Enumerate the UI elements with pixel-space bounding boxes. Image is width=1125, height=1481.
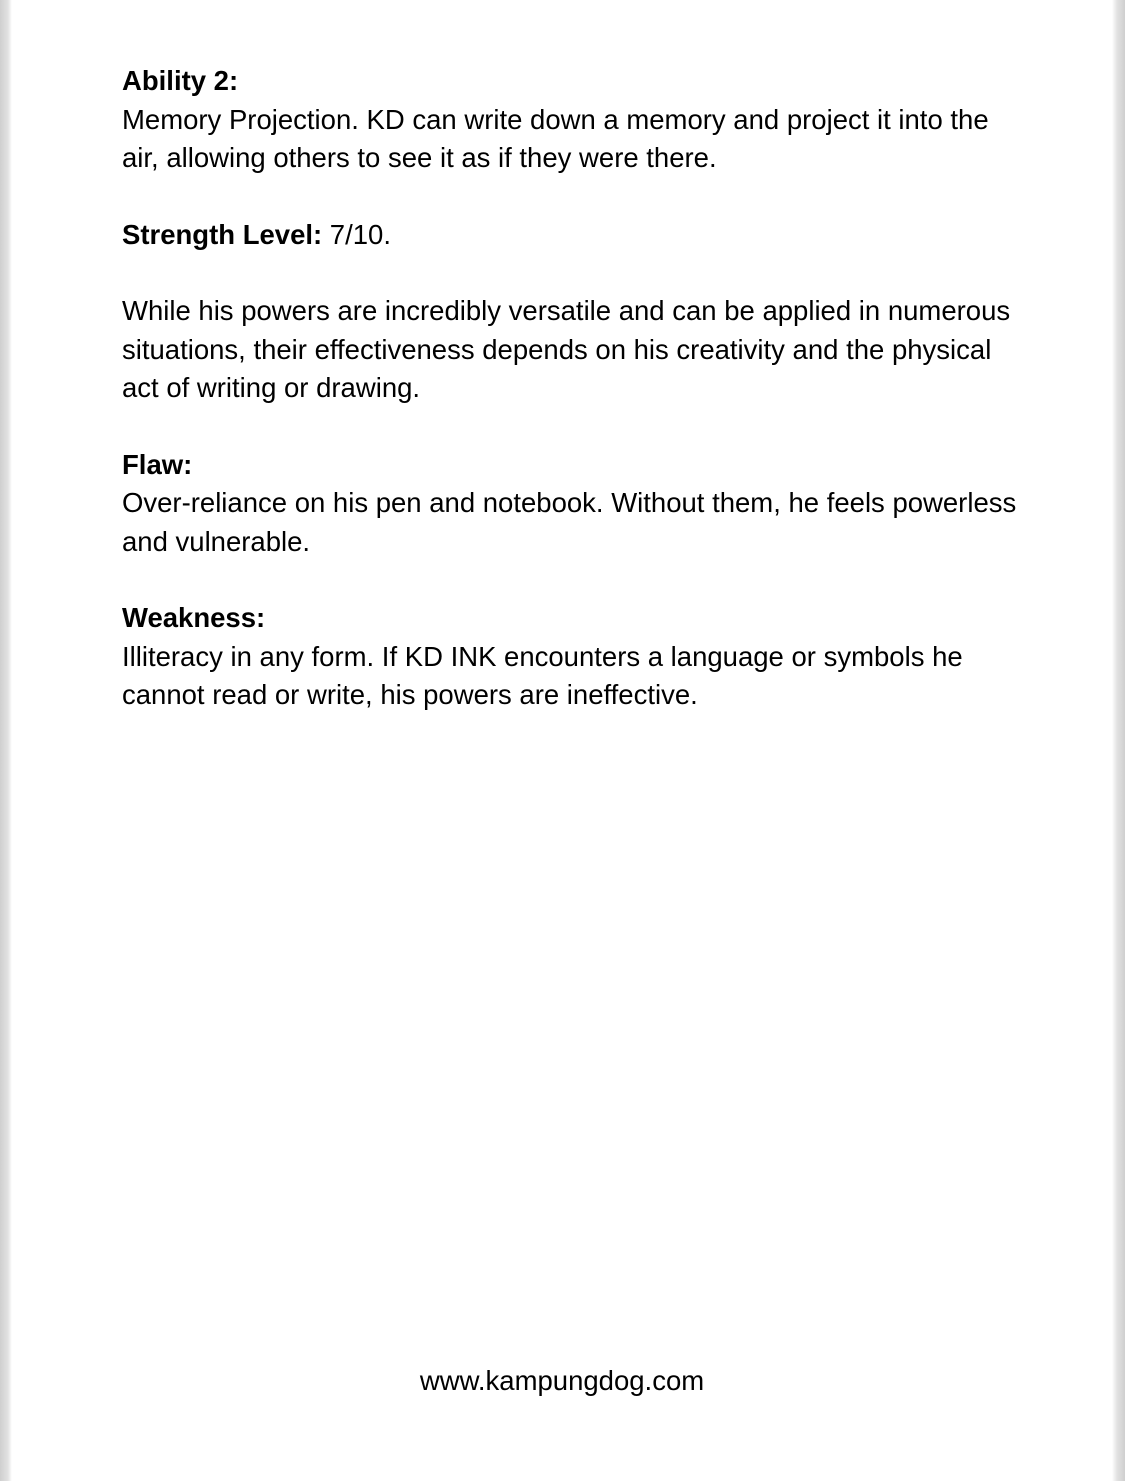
footer-website-link[interactable]: www.kampungdog.com xyxy=(419,1365,705,1396)
ability-2-section xyxy=(122,62,1022,178)
weakness-section xyxy=(122,599,1022,715)
flaw-section xyxy=(122,446,1022,562)
weakness-text: Illiteracy in any form. If KD INK encounters a language or symbols he cannot read or write, his powers are ineffective. xyxy=(122,640,963,710)
ability-2-heading: Ability 2: xyxy=(122,65,239,96)
ability-2-text: Memory Projection. KD can write down a memory and project it into the air, allowing others to see it as if they were there. xyxy=(122,103,989,173)
strength-description-text: While his powers are incredibly versatile and can be applied in numerous situations, their effectiveness depends on his creativity and the physical act of writing or drawing. xyxy=(122,295,1011,403)
weakness-heading: Weakness: xyxy=(122,602,266,633)
page-content xyxy=(122,62,1022,753)
strength-level-heading: Strength Level: xyxy=(122,218,323,250)
strength-level-line xyxy=(122,216,1022,255)
strength-description-section xyxy=(122,292,1022,408)
strength-level-value: 7/10. xyxy=(322,218,391,250)
strength-level-section xyxy=(122,216,1022,255)
flaw-heading: Flaw: xyxy=(122,448,193,480)
document-page xyxy=(12,0,1112,1481)
flaw-text: Over-reliance on his pen and notebook. Without them, he feels powerless and vulnerable. xyxy=(122,487,1017,557)
page-footer xyxy=(12,1362,1112,1400)
